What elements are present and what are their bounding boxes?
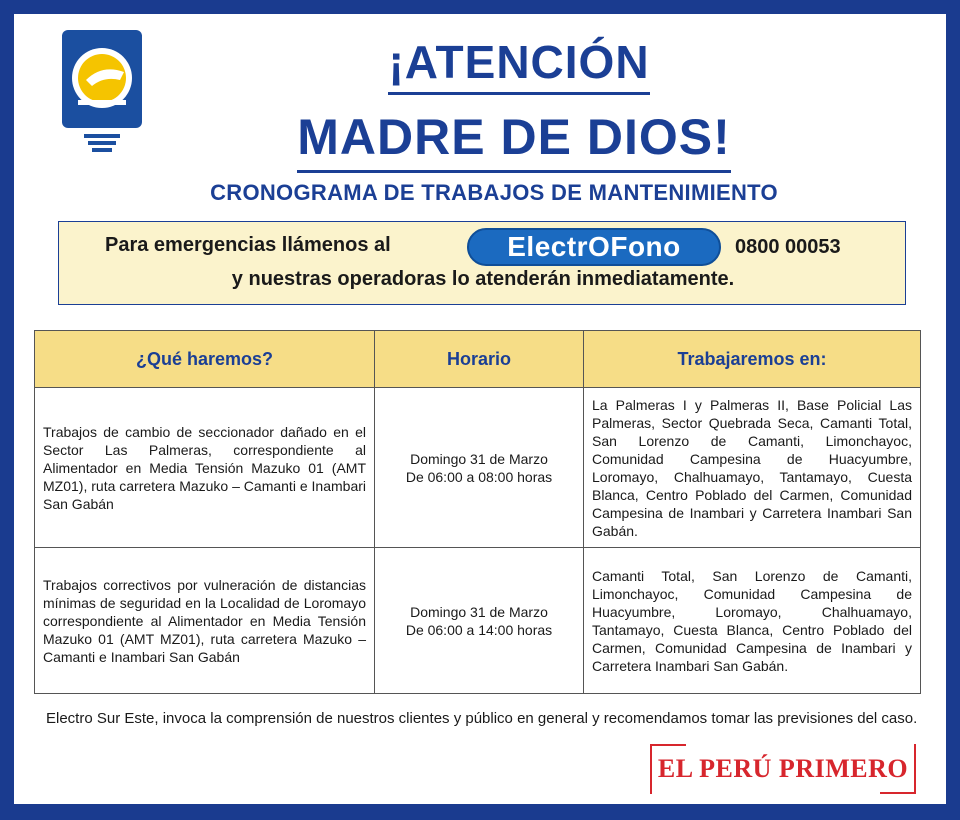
header-what: ¿Qué haremos? xyxy=(35,331,375,388)
emergency-text-line-2: y nuestras operadoras lo atenderán inmediatamente. xyxy=(231,268,735,290)
poster xyxy=(14,14,946,804)
electrofono-badge: ElectrOFono xyxy=(467,228,721,266)
subtitle: CRONOGRAMA DE TRABAJOS DE MANTENIMIENTO xyxy=(210,180,778,205)
table-row xyxy=(35,548,921,694)
work-schedule xyxy=(375,388,584,548)
footer-notice: Electro Sur Este, invoca la comprensión de nuestros clientes y público en general y recomendamos tomar las previsiones del caso. xyxy=(46,710,918,727)
work-description: Trabajos de cambio de seccionador dañado en el Sector Las Palmeras, correspondiente al Alimentador en Media Tensión Mazuko 01 (AMT MZ01), ruta carretera Mazuko – Camanti e Inambari San Gabán xyxy=(35,388,375,548)
header-schedule: Horario xyxy=(375,331,584,388)
schedule-day: Domingo 31 de Marzo xyxy=(410,450,548,467)
title-line-1: ¡ATENCIÓN xyxy=(14,34,946,95)
table-header-row xyxy=(35,331,921,388)
schedule-hours: De 06:00 a 14:00 horas xyxy=(405,621,553,638)
work-schedule xyxy=(375,548,584,694)
work-locations: La Palmeras I y Palmeras II, Base Policial Las Palmeras, Sector Quebrada Seca, Camanti Total, San Lorenzo de Camanti, Limonchayoc, Comunidad Campesina de Huacyumbre, Loromayo, Chalhuamayo, Tantamayo, Cuesta Blanca, Centro Poblado del Carmen, Comunidad Campesina de Inambari y Carretera Inambari San Gabán. xyxy=(584,388,921,548)
emergency-phone-number: 0800 00053 xyxy=(735,236,841,258)
title-line-2: MADRE DE DIOS! xyxy=(14,106,946,173)
schedule-hours: De 06:00 a 08:00 horas xyxy=(405,468,553,485)
table-row xyxy=(35,388,921,548)
header-locations: Trabajaremos en: xyxy=(584,331,921,388)
work-locations: Camanti Total, San Lorenzo de Camanti, Limonchayoc, Comunidad Campesina de Huacyumbre, Loromayo, Chalhuamayo, Tantamayo, Cuesta Blanca, Centro Poblado del Carmen, Comunidad Campesina de Inambari y Carretera Inambari San Gabán. xyxy=(584,548,921,694)
work-description: Trabajos correctivos por vulneración de distancias mínimas de seguridad en la Localidad de Loromayo correspondiente al Alimentador en Media Tensión Mazuko 01 (AMT MZ01), ruta carretera Mazuko – Camanti e Inambari San Gabán xyxy=(35,548,375,694)
emergency-box xyxy=(58,221,906,305)
slogan-stamp: EL PERÚ PRIMERO xyxy=(650,744,916,794)
emergency-text: Para emergencias llámenos al xyxy=(105,234,391,256)
schedule-table xyxy=(34,330,921,694)
schedule-day: Domingo 31 de Marzo xyxy=(410,603,548,620)
